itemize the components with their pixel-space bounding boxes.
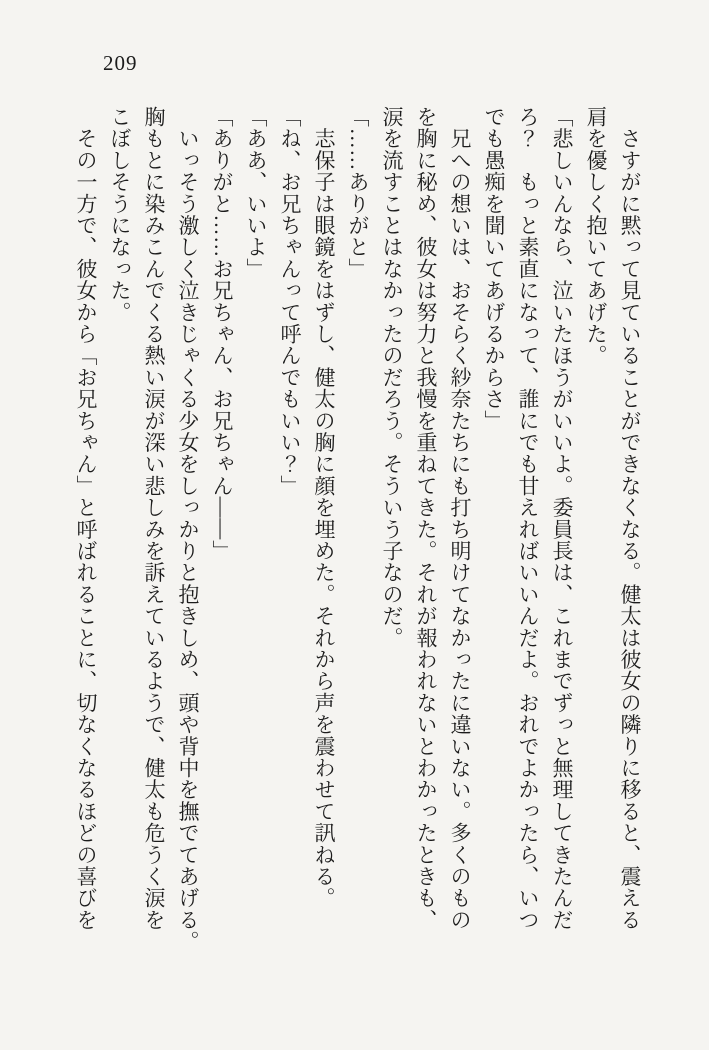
text-line: 「悲しいんなら、泣いたほうがいいよ。委員長は、これまでずっと無理してきたんだ bbox=[550, 106, 574, 931]
text-line: 志保子は眼鏡をはずし、健太の胸に顔を埋めた。それから声を震わせて訊ねる。 bbox=[312, 106, 336, 909]
text-line: 涙を流すことはなかったのだろう。そういう子なのだ。 bbox=[380, 106, 404, 649]
text-line: 肩を優しく抱いてあげた。 bbox=[584, 106, 608, 367]
text-line: 胸もとに染みこんでくる熱い涙が深い悲しみを訴えているようで、健太も危うく涙を bbox=[142, 106, 166, 931]
page-number: 209 bbox=[103, 51, 138, 75]
text-line: 「ありがと……お兄ちゃん、お兄ちゃん――」 bbox=[210, 106, 234, 562]
body-text bbox=[69, 106, 647, 956]
text-line: ろ？ もっと素直になって、誰にでも甘えればいいんだよ。おれでよかったら、いつ bbox=[516, 106, 540, 931]
text-line: こぼしそうになった。 bbox=[108, 106, 132, 323]
text-line: 「ね、お兄ちゃんって呼んでもいい？」 bbox=[278, 106, 302, 497]
text-line: 「……ありがと」 bbox=[346, 106, 370, 280]
text-line: さすがに黙って見ていることができなくなる。健太は彼女の隣りに移ると、震える bbox=[618, 106, 642, 931]
text-line: 兄への想いは、おそらく紗奈たちにも打ち明けてなかったに違いない。多くのもの bbox=[448, 106, 472, 931]
text-line: 「ああ、いいよ」 bbox=[244, 106, 268, 280]
text-line: いっそう激しく泣きじゃくる少女をしっかりと抱きしめ、頭や背中を撫でてあげる。 bbox=[176, 106, 200, 953]
text-line: その一方で、彼女から「お兄ちゃん」と呼ばれることに、切なくなるほどの喜びを bbox=[74, 106, 98, 931]
text-line: でも愚痴を聞いてあげるからさ」 bbox=[482, 106, 506, 432]
text-line: を胸に秘め、彼女は努力と我慢を重ねてきた。それが報われないとわかったときも、 bbox=[414, 106, 438, 931]
